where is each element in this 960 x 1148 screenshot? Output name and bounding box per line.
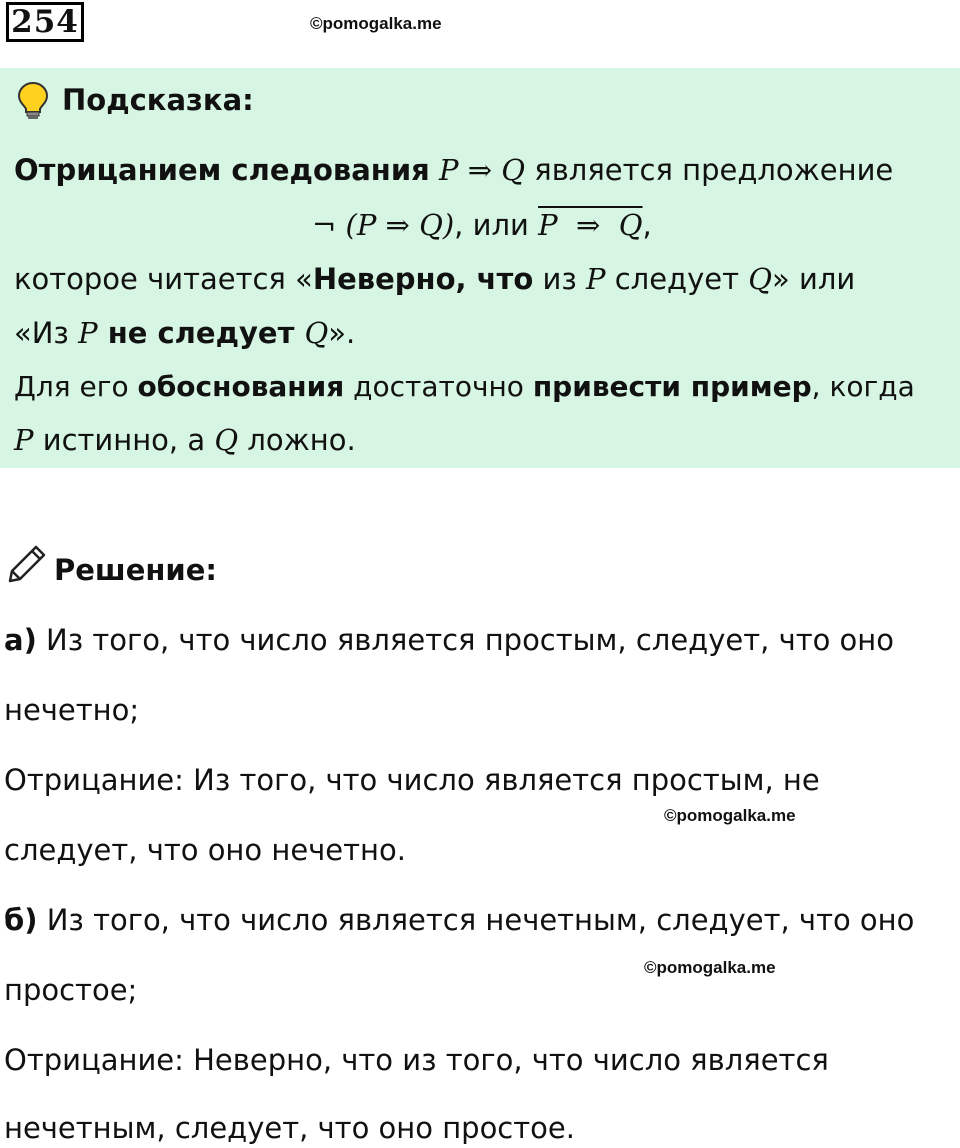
hint-text: из xyxy=(533,262,586,296)
hint-bold-text: привести пример xyxy=(532,370,812,403)
hint-title: Подсказка: xyxy=(62,83,254,117)
hint-line-2 xyxy=(312,205,652,245)
hint-line-6 xyxy=(14,420,356,460)
solution-text: Из того, что число является простым, следует, что оно xyxy=(36,623,894,657)
hint-bold-text: не следует xyxy=(97,316,305,350)
hint-line-1 xyxy=(14,150,893,190)
solution-a-line-1 xyxy=(4,620,894,660)
watermark: ©pomogalka.me xyxy=(664,806,796,825)
hint-math-overline: P ⇒ Q xyxy=(538,208,643,242)
hint-math: Q xyxy=(214,423,239,457)
hint-text: истинно, а xyxy=(33,423,215,457)
item-label-b: б) xyxy=(4,903,38,937)
hint-text: достаточно xyxy=(344,370,533,403)
hint-math: ¬ (P ⇒ Q) xyxy=(312,208,455,242)
hint-math: P xyxy=(586,262,606,296)
lightbulb-icon xyxy=(16,80,50,120)
solution-b-line-1 xyxy=(4,900,914,940)
hint-math: P xyxy=(14,423,34,457)
hint-math: Q xyxy=(304,316,329,350)
solution-a-negation-1: Отрицание: Из того, что число является простым, не xyxy=(4,763,820,797)
hint-math: P xyxy=(78,316,98,350)
hint-text: следует xyxy=(605,262,749,296)
watermark: ©pomogalka.me xyxy=(644,958,776,977)
hint-math: P ⇒ Q xyxy=(439,153,526,187)
hint-text: ложно. xyxy=(238,423,356,457)
solution-a-negation-2: следует, что оно нечетно. xyxy=(4,833,406,867)
hint-text: Для его xyxy=(14,370,138,403)
hint-bold-text: Отрицанием следования xyxy=(14,153,430,187)
item-label-a: а) xyxy=(4,623,37,657)
hint-text: которое читается « xyxy=(14,262,313,296)
hint-text: «Из xyxy=(14,316,79,350)
hint-text: , xyxy=(642,208,652,242)
hint-bold-text: Неверно, что xyxy=(312,262,534,296)
solution-text: Из того, что число является нечетным, следует, что оно xyxy=(37,903,915,937)
solution-b-line-2: простое; xyxy=(4,973,138,1007)
pencil-icon xyxy=(6,543,48,585)
solution-b-negation-2: нечетным, следует, что оно простое. xyxy=(4,1111,575,1145)
hint-text: , или xyxy=(454,208,539,242)
solution-a-line-2: нечетно; xyxy=(4,693,140,727)
solution-title: Решение: xyxy=(54,553,218,587)
solution-b-negation-1: Отрицание: Неверно, что из того, что число является xyxy=(4,1043,829,1077)
hint-math: Q xyxy=(748,262,773,296)
hint-text: является предложение xyxy=(525,153,894,187)
hint-bold-text: обоснования xyxy=(137,370,345,403)
hint-text: ». xyxy=(328,316,356,350)
hint-text: , когда xyxy=(811,370,915,403)
task-number: 254 xyxy=(6,2,84,42)
hint-line-4 xyxy=(14,313,355,353)
hint-line-5 xyxy=(14,367,915,407)
hint-line-3 xyxy=(14,259,855,299)
hint-text: » или xyxy=(772,262,856,296)
watermark: ©pomogalka.me xyxy=(310,14,442,33)
